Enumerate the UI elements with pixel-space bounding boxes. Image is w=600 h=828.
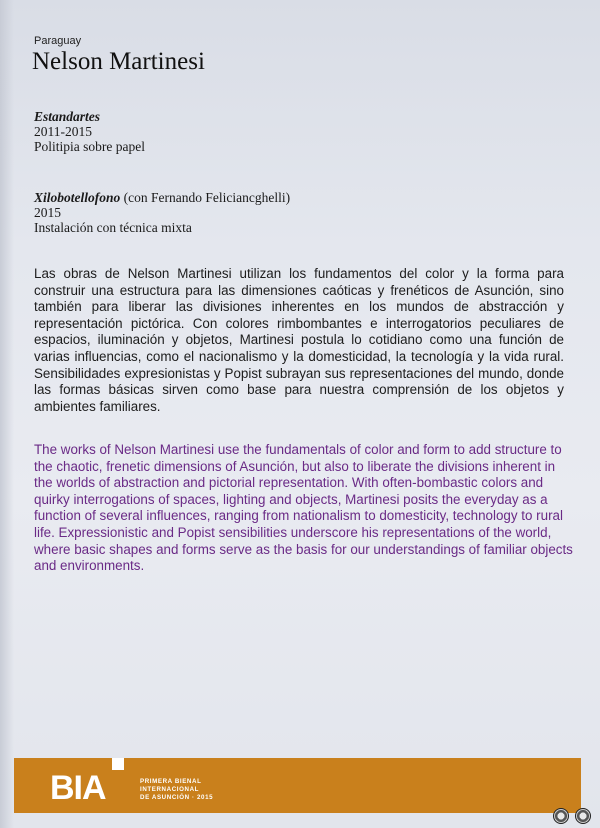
work-entry (34, 190, 290, 235)
watermark-circle-icon (553, 808, 569, 824)
logo-square-icon (112, 758, 124, 770)
work-technique: Politipia sobre papel (34, 139, 145, 154)
work-technique: Instalación con técnica mixta (34, 220, 192, 235)
artist-name: Nelson Martinesi (32, 48, 205, 75)
biennial-name-line: DE ASUNCIÓN · 2015 (140, 794, 214, 801)
description-english: The works of Nelson Martinesi use the fundamentals of color and form to add structure to the chaotic, frenetic dimensions of Asunción, but also to liberate the divisions inherent in the worlds of abstraction and pictorial representation. With often-bombastic colors and quirky interrogations of spaces, lighting and objects, Martinesi posits the everyday as a function of several influences, ranging from nationalism to domesticity, technology to rural life. Expressionistic and Popist sensibilities underscore his representations of the world, where basic shapes and forms serve as the basis for our understandings of familiar objects and environments. (34, 442, 573, 574)
watermark-circle-icon (575, 808, 591, 824)
artist-country: Paraguay (34, 35, 82, 47)
work-year: 2011-2015 (34, 124, 92, 139)
biennial-name (140, 778, 213, 802)
bia-logo: BIA (50, 769, 106, 807)
work-collaborator: (con Fernando Feliciancghelli) (120, 190, 291, 205)
work-title: Estandartes (34, 109, 101, 124)
biennial-name-line: INTERNACIONAL (140, 786, 200, 793)
watermark-icons (551, 806, 597, 826)
description-spanish: Las obras de Nelson Martinesi utilizan los fundamentos del color y la forma para construir una estructura para las dimensiones caóticas y frenéticos de Asunción, sino también para liberar las divisiones inherentes en los mundos de abstracción y representación pictórica. Con colores rimbombantes e interrogatorios peculiares de espacios, iluminación y objetos, Martinesi postula lo cotidiano como una función de varias influencias, como el nacionalismo y la domesticidad, la tecnología y la vida rural. Sensibilidades expresionistas y Popist subrayan sus representaciones del mundo, donde las formas básicas sirven como base para nuestra comprensión de los objetos y ambientes familiares. (34, 266, 564, 414)
biennial-name-line: PRIMERA BIENAL (140, 778, 202, 785)
work-entry (34, 109, 145, 154)
work-year: 2015 (34, 205, 61, 220)
work-title: Xilobotellofono (34, 190, 121, 205)
biennial-banner (14, 758, 581, 813)
